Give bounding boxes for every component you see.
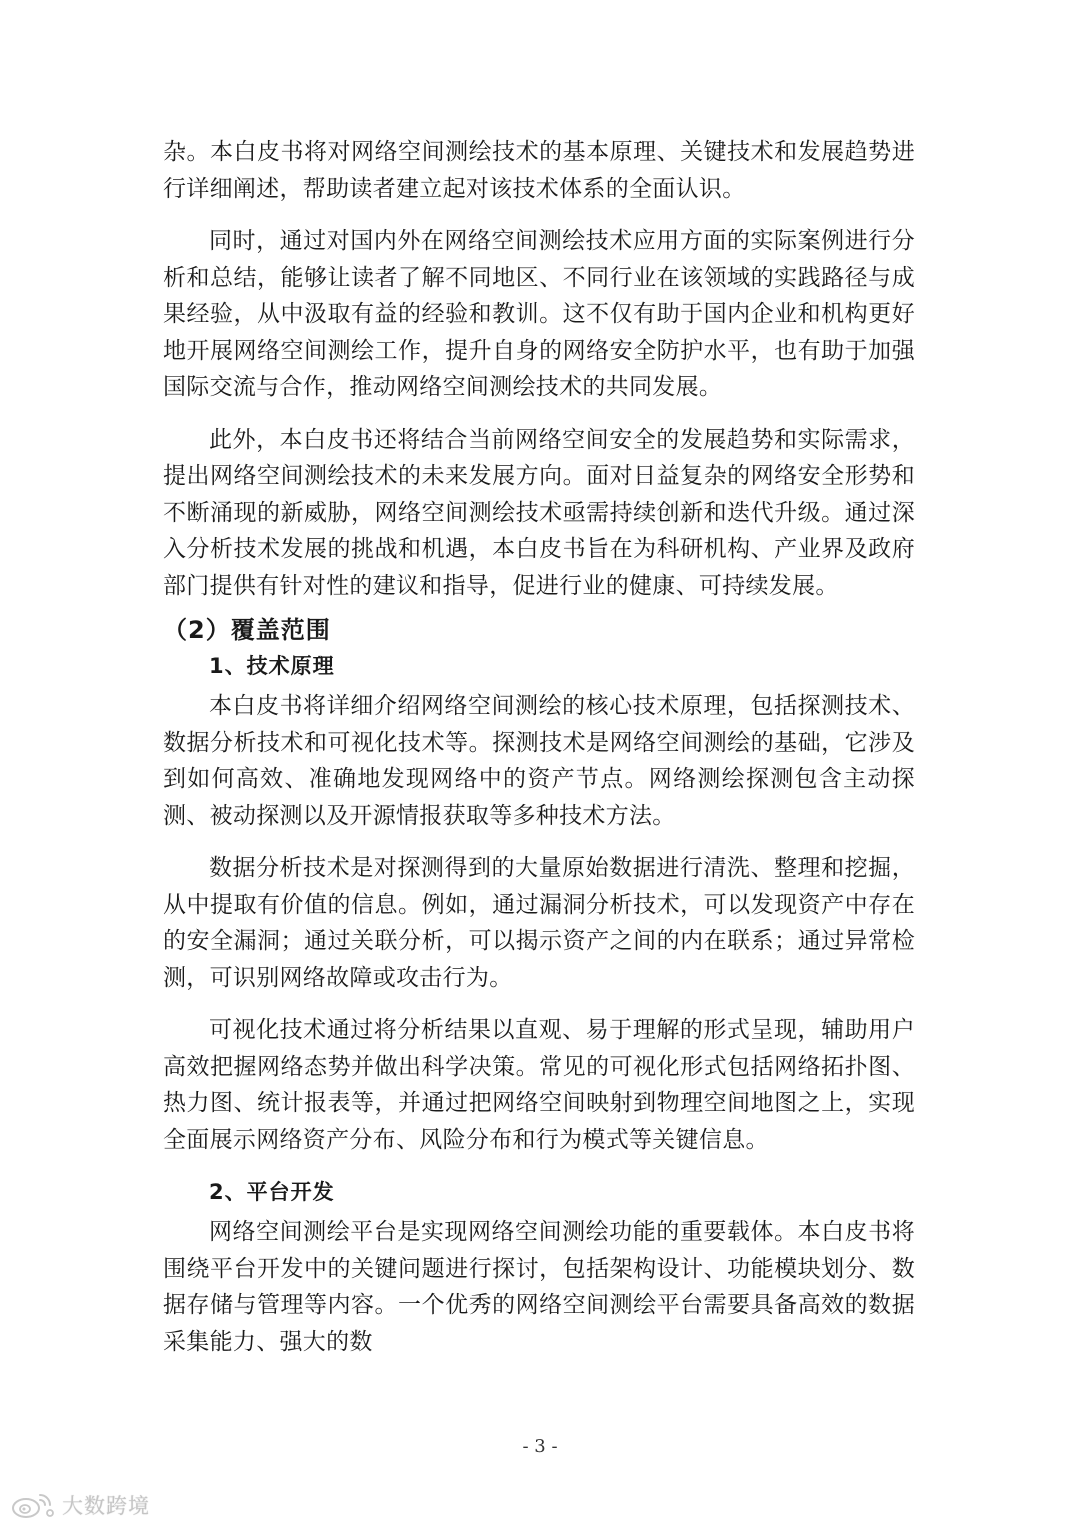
page-content (163, 134, 915, 1360)
subsection-heading-platform-dev: 2、平台开发 (209, 1180, 335, 1204)
paragraph-intro-2: 同时，通过对国内外在网络空间测绘技术应用方面的实际案例进行分析和总结，能够让读者了解不同地区、不同行业在该领域的实践路径与成果经验，从中汲取有益的经验和教训。这不仅有助于国内企业和机构更好地开展网络空间测绘工作，提升自身的网络安全防护水平，也有助于加强国际交流与合作，推动网络空间测绘技术的共同发展。 (163, 228, 915, 400)
paragraph-tech-3: 可视化技术通过将分析结果以直观、易于理解的形式呈现，辅助用户高效把握网络态势并做出科学决策。常见的可视化形式包括网络拓扑图、热力图、统计报表等，并通过把网络空间映射到物理空间地图之上，实现全面展示网络资产分布、风险分布和行为模式等关键信息。 (163, 1017, 915, 1153)
section-heading-coverage: （2）覆盖范围 (163, 616, 331, 644)
watermark-text: 大数跨境 (62, 1494, 150, 1518)
paragraph-intro-3: 此外，本白皮书还将结合当前网络空间安全的发展趋势和实际需求，提出网络空间测绘技术的未来发展方向。面对日益复杂的网络安全形势和不断涌现的新威胁，网络空间测绘技术亟需持续创新和迭代升级。通过深入分析技术发展的挑战和机遇，本白皮书旨在为科研机构、产业界及政府部门提供有针对性的建议和指导，促进行业的健康、可持续发展。 (163, 426, 915, 599)
paragraph-tech-1: 本白皮书将详细介绍网络空间测绘的核心技术原理，包括探测技术、数据分析技术和可视化技术等。探测技术是网络空间测绘的基础，它涉及到如何高效、准确地发现网络中的资产节点。网络测绘探测包含主动探测、被动探测以及开源情报获取等多种技术方法。 (163, 693, 915, 829)
paragraph-intro-1: 杂。本白皮书将对网络空间测绘技术的基本原理、关键技术和发展趋势进行详细阐述，帮助读者建立起对该技术体系的全面认识。 (163, 139, 915, 202)
subsection-heading-tech-principles: 1、技术原理 (209, 654, 335, 678)
paragraph-platform-1: 网络空间测绘平台是实现网络空间测绘功能的重要载体。本白皮书将围绕平台开发中的关键问题进行探讨，包括架构设计、功能模块划分、数据存储与管理等内容。一个优秀的网络空间测绘平台需要具备高效的数据采集能力、强大的数 (163, 1219, 915, 1355)
watermark (10, 1490, 150, 1520)
weibo-logo-icon (10, 1491, 56, 1519)
paragraph-tech-2: 数据分析技术是对探测得到的大量原始数据进行清洗、整理和挖掘，从中提取有价值的信息。例如，通过漏洞分析技术，可以发现资产中存在的安全漏洞；通过关联分析，可以揭示资产之间的内在联系；通过异常检测，可识别网络故障或攻击行为。 (163, 855, 915, 991)
page-number: - 3 - (522, 1436, 558, 1457)
